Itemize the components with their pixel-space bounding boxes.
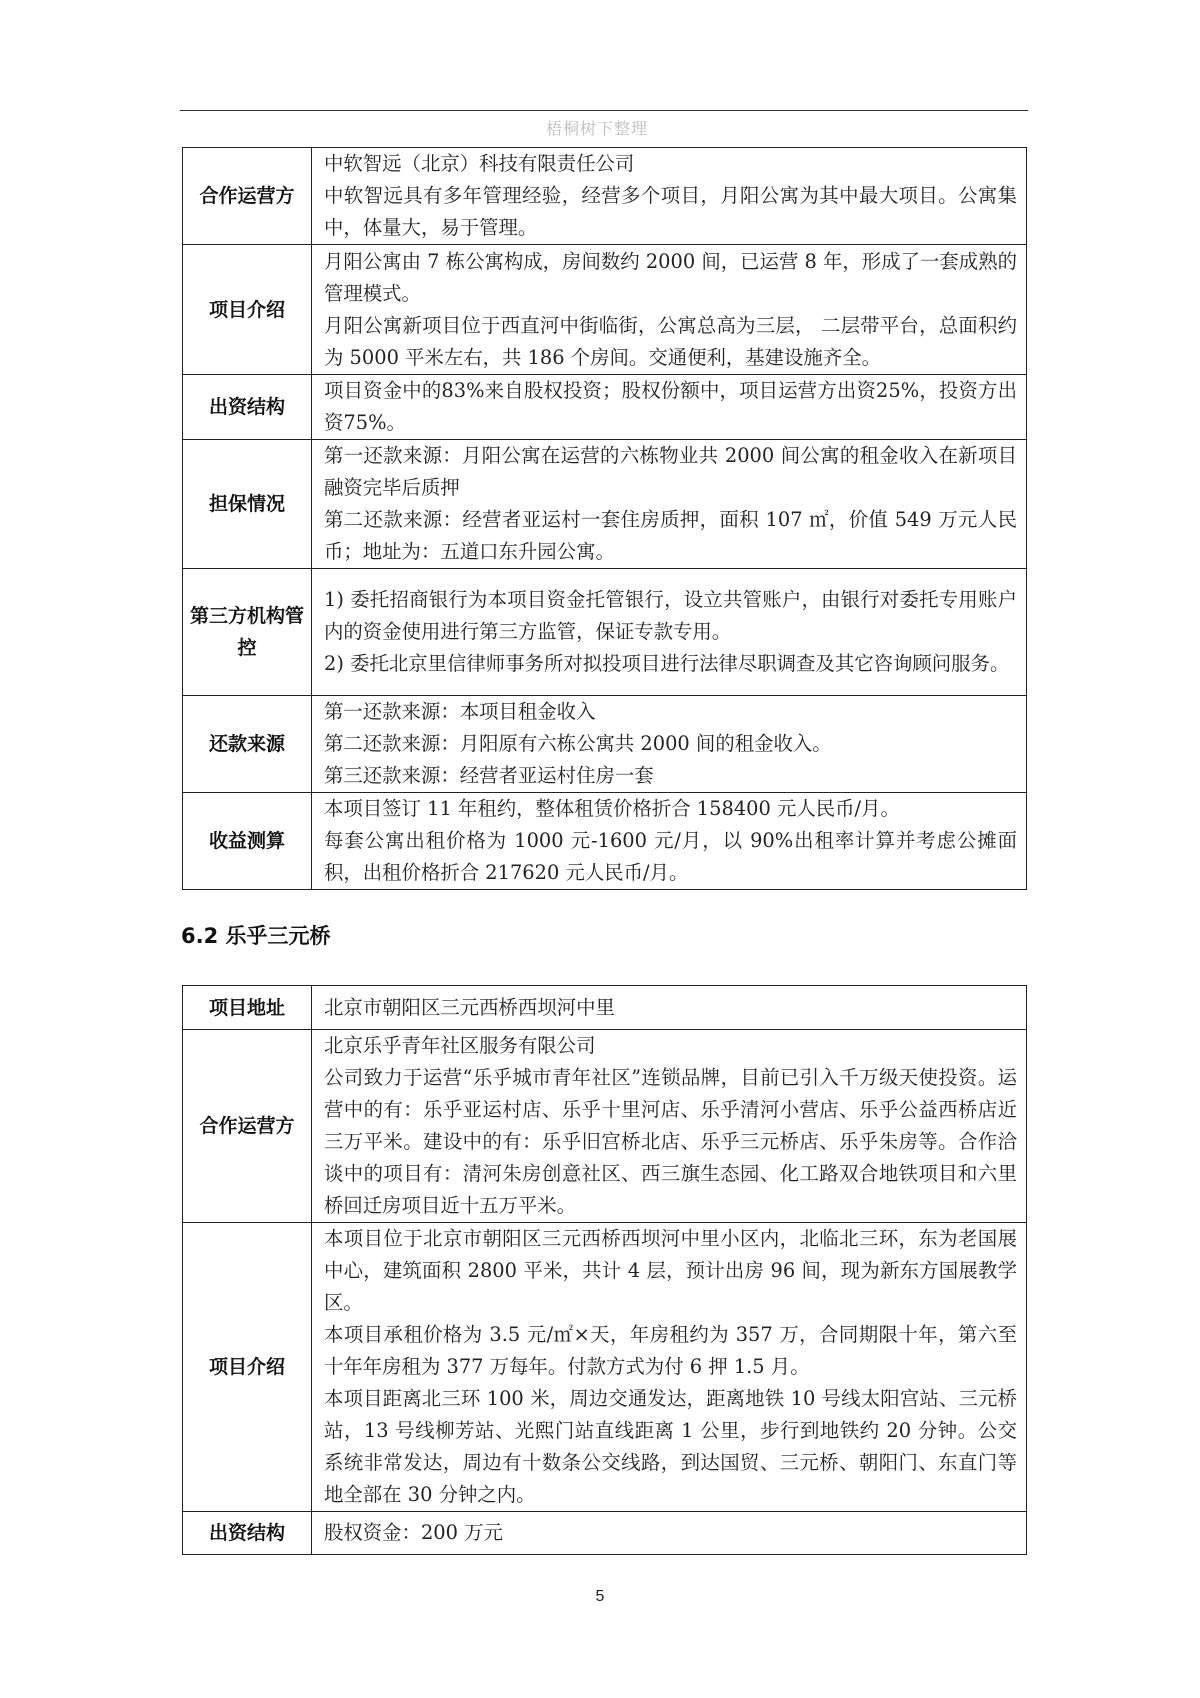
- row-label: 出资结构: [183, 1512, 312, 1555]
- table-row: [183, 440, 1027, 569]
- watermark: 梧桐树下整理: [546, 119, 649, 138]
- section-heading: 6.2 乐乎三元桥: [181, 924, 331, 948]
- row-value: [312, 440, 1027, 569]
- paragraph: 本项目位于北京市朝阳区三元西桥西坝河中里小区内，北临北三环，东为老国展中心，建筑面积 2800 平米，共计 4 层，预计出房 96 间，现为新东方国展教学区。: [324, 1227, 1017, 1314]
- paragraph: 月阳公寓由 7 栋公寓构成，房间数约 2000 间，已运营 8 年，形成了一套成熟的管理模式。: [324, 249, 1017, 305]
- table-row: [183, 1512, 1027, 1555]
- paragraph: 第三还款来源：经营者亚运村住房一套: [324, 764, 654, 787]
- paragraph: 北京市朝阳区三元西桥西坝河中里: [324, 995, 615, 1019]
- paragraph: 本项目距离北三环 100 米，周边交通发达，距离地铁 10 号线太阳宫站、三元桥站，13 号线柳芳站、光熙门站直线距离 1 公里，步行到地铁约 20 分钟。公交系统非常发达，周边有十数条公交线路，到达国贸、三元桥、朝阳门、东直门等地全部在 30 分钟之内。: [324, 1387, 1017, 1506]
- paragraph: 项目资金中的83%来自股权投资；股权份额中，项目运营方出资25%，投资方出资75%。: [324, 379, 1017, 434]
- row-label: 合作运营方: [183, 1030, 312, 1223]
- row-label: 担保情况: [183, 440, 312, 569]
- project-table-yueyang: [182, 147, 1027, 890]
- row-value: [312, 148, 1027, 245]
- page-number: 5: [595, 1588, 605, 1605]
- paragraph: 股权资金：200 万元: [324, 1521, 503, 1544]
- row-value: [312, 793, 1027, 890]
- table-row: [183, 375, 1027, 440]
- row-value: [312, 986, 1027, 1030]
- table-row: [183, 1030, 1027, 1223]
- row-label: 出资结构: [183, 375, 312, 440]
- paragraph: 中软智远具有多年管理经验，经营多个项目，月阳公寓为其中最大项目。公寓集中，体量大，易于管理。: [324, 184, 1017, 239]
- paragraph: 本项目承租价格为 3.5 元/㎡×天，年房租约为 357 万，合同期限十年，第六至十年年房租为 377 万每年。付款方式为付 6 押 1.5 月。: [324, 1323, 1017, 1378]
- row-value: [312, 1223, 1027, 1512]
- table-row: [183, 793, 1027, 890]
- paragraph: 2) 委托北京里信律师事务所对拟投项目进行法律尽职调查及其它咨询顾问服务。: [324, 652, 1010, 675]
- header-rule: [180, 110, 1028, 111]
- paragraph: 本项目签订 11 年租约，整体租赁价格折合 158400 元人民币/月。: [324, 797, 900, 820]
- table-row: [183, 696, 1027, 793]
- row-label: 项目介绍: [183, 245, 312, 375]
- row-value: [312, 375, 1027, 440]
- row-value: [312, 569, 1027, 696]
- row-value: [312, 696, 1027, 793]
- table-row: [183, 569, 1027, 696]
- row-value: [312, 245, 1027, 375]
- paragraph: 中软智远（北京）科技有限责任公司: [324, 152, 635, 175]
- row-label: 项目介绍: [183, 1223, 312, 1512]
- row-label: 项目地址: [183, 986, 312, 1030]
- paragraph: 第一还款来源：本项目租金收入: [324, 700, 596, 723]
- paragraph: 公司致力于运营“乐乎城市青年社区”连锁品牌，目前已引入千万级天使投资。运营中的有：乐乎亚运村店、乐乎十里河店、乐乎清河小营店、乐乎公益西桥店近三万平米。建设中的有：乐乎旧宫桥北店、乐乎三元桥店、乐乎朱房等。合作洽谈中的项目有：清河朱房创意社区、西三旗生态园、化工路双合地铁项目和六里桥回迁房项目近十五万平米。: [324, 1066, 1017, 1217]
- table-row: [183, 148, 1027, 245]
- paragraph: 月阳公寓新项目位于西直河中街临街，公寓总高为三层， 二层带平台，总面积约为 5000 平米左右，共 186 个房间。交通便利，基建设施齐全。: [324, 313, 1017, 369]
- paragraph: 第一还款来源：月阳公寓在运营的六栋物业共 2000 间公寓的租金收入在新项目融资完毕后质押: [324, 444, 1017, 499]
- row-label: 合作运营方: [183, 148, 312, 245]
- table-row: [183, 1223, 1027, 1512]
- row-label: 收益测算: [183, 793, 312, 890]
- paragraph: 每套公寓出租价格为 1000 元-1600 元/月，以 90%出租率计算并考虑公摊面积，出租价格折合 217620 元人民币/月。: [324, 829, 1017, 884]
- table-row: [183, 245, 1027, 375]
- row-label: 第三方机构管控: [183, 569, 312, 696]
- row-label: 还款来源: [183, 696, 312, 793]
- paragraph: 第二还款来源：经营者亚运村一套住房质押，面积 107 ㎡，价值 549 万元人民币；地址为：五道口东升园公寓。: [324, 508, 1017, 563]
- paragraph: 1) 委托招商银行为本项目资金托管银行，设立共管账户，由银行对委托专用账户内的资金使用进行第三方监管，保证专款专用。: [324, 588, 1017, 643]
- project-table-lehu: [182, 985, 1027, 1555]
- paragraph: 北京乐乎青年社区服务有限公司: [324, 1034, 596, 1057]
- row-value: [312, 1512, 1027, 1555]
- table-row: [183, 986, 1027, 1030]
- paragraph: 第二还款来源：月阳原有六栋公寓共 2000 间的租金收入。: [324, 732, 832, 755]
- row-value: [312, 1030, 1027, 1223]
